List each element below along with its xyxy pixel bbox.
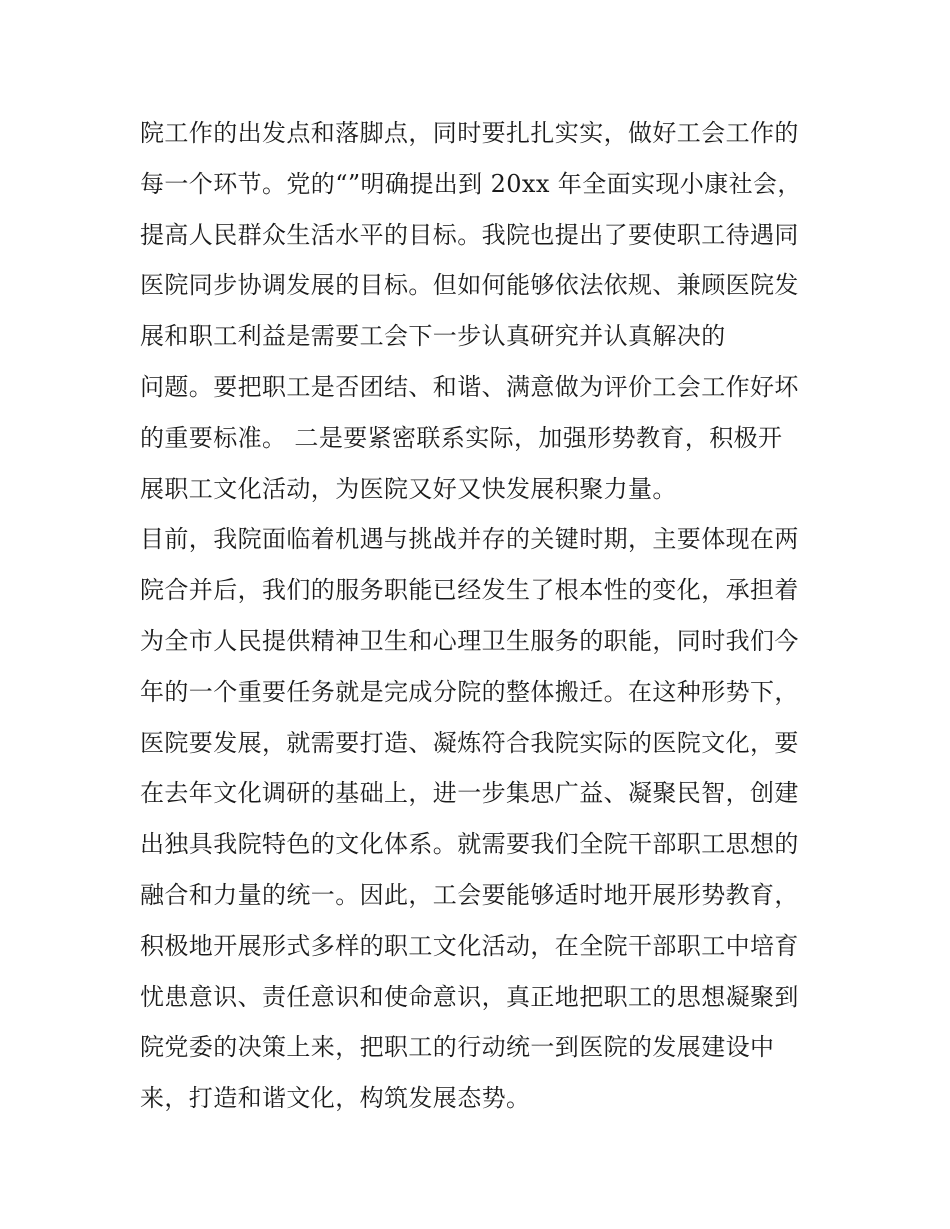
text-line: 的重要标准。 二是要紧密联系实际，加强形势教育，积极开 <box>140 423 783 452</box>
body-text <box>140 108 820 1124</box>
text-line: 展职工文化活动，为医院又好又快发展积聚力量。 <box>140 474 677 503</box>
text-line: 年的一个重要任务就是完成分院的整体搬迁。在这种形势下， <box>140 677 799 706</box>
text-line: 融合和力量的统一。因此，工会要能够适时地开展形势教育， <box>140 880 799 909</box>
text-line: 院合并后，我们的服务职能已经发生了根本性的变化，承担着 <box>140 576 799 605</box>
text-line: 积极地开展形式多样的职工文化活动，在全院干部职工中培育 <box>140 931 799 960</box>
text-line: 医院要发展，就需要打造、凝炼符合我院实际的医院文化，要 <box>140 728 799 757</box>
text-line: 院工作的出发点和落脚点，同时要扎扎实实，做好工会工作的 <box>140 119 799 147</box>
text-line: 院党委的决策上来，把职工的行动统一到医院的发展建设中 <box>140 1033 775 1062</box>
text-line: 展和职工利益是需要工会下一步认真研究并认真解决的 <box>140 322 726 351</box>
text-line: 医院同步协调发展的目标。但如何能够依法依规、兼顾医院发 <box>140 271 799 300</box>
text-line: 为全市人民提供精神卫生和心理卫生服务的职能，同时我们今 <box>140 626 799 655</box>
text-line: 每一个环节。党的“”明确提出到 20xx 年全面实现小康社会， <box>140 169 802 198</box>
text-line: 出独具我院特色的文化体系。就需要我们全院干部职工思想的 <box>140 830 799 859</box>
text-line: 在去年文化调研的基础上，进一步集思广益、凝聚民智，创建 <box>140 779 799 808</box>
text-line: 目前，我院面临着机遇与挑战并存的关键时期，主要体现在两 <box>140 525 799 554</box>
text-line: 来，打造和谐文化，构筑发展态势。 <box>140 1084 531 1113</box>
text-line: 问题。要把职工是否团结、和谐、满意做为评价工会工作好坏 <box>140 372 799 401</box>
text-line: 提高人民群众生活水平的目标。我院也提出了要使职工待遇同 <box>140 220 799 249</box>
text-line: 忧患意识、责任意识和使命意识，真正地把职工的思想凝聚到 <box>140 982 799 1011</box>
